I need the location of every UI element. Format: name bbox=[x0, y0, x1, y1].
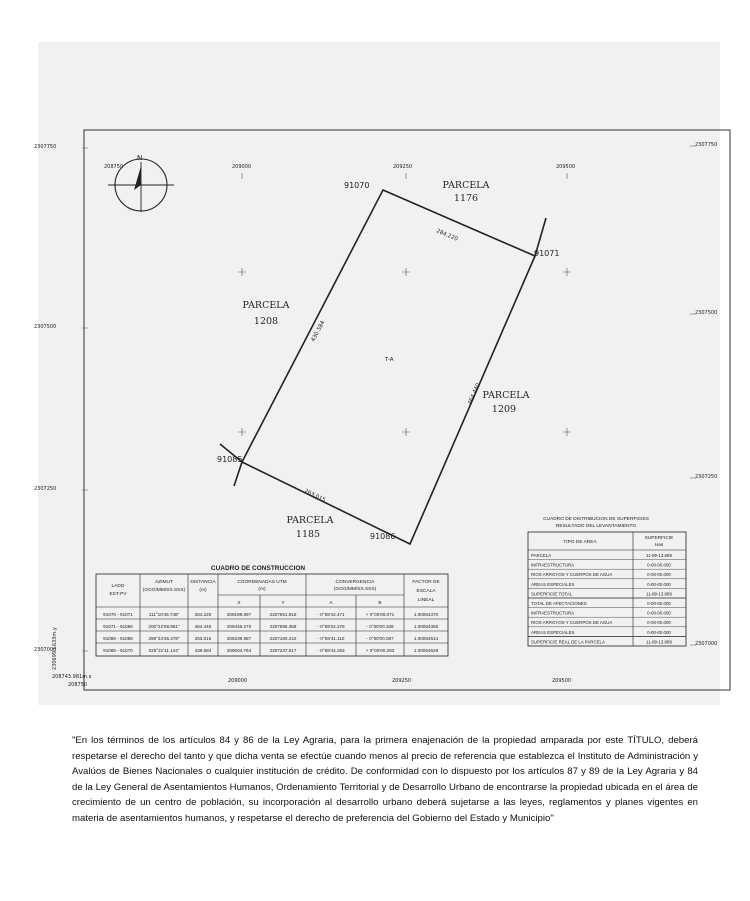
construction-cell: - 0°59'41.110 bbox=[317, 636, 345, 641]
axis-left-label: 2307250 bbox=[34, 486, 57, 492]
axis-bottom-label: 209000 bbox=[228, 678, 248, 684]
construction-cell: + 0°00'00.071 bbox=[365, 612, 395, 617]
center-label: T-A bbox=[385, 357, 394, 363]
construction-cell: 1.00064528 bbox=[413, 648, 439, 653]
construction-cell: 263.015 bbox=[194, 636, 212, 641]
construction-cell: 2307691.818 bbox=[269, 612, 297, 617]
legal-notice: "En los términos de los artículos 84 y 86 de la Ley Agraria, para la primera enajenación de la propiedad amparada por este TÍTULO, deberá respetarse el derecho del tanto y que dicha venta se efectúe cuando menos al precio de referencia que establezca el Instituto de Administración y Avalúos de Bienes Nacionales o cualquier institución de crédito. De conformidad con lo dispuesto por los artículos 87 y 89 de la Ley Agraria y 84 de la Ley General de Asentamientos Humanos, Ordenamiento Territorial y de Desarrollo Urbano de encontrarse la propiedad ubicada en el área de crecimiento de un centro de población, su incorporación al desarrollo urbano deberá sujetarse a las leyes, reglamentos y planes vigentes en materia de asentamientos humanos, y respetarse el derecho de preferencia del Gobierno del Estado y Municipio" bbox=[72, 735, 698, 824]
construction-cell: 2307180.242 bbox=[269, 636, 297, 641]
distribution-type: RIOS ARROYOS Y CUERPOS DE AGUA bbox=[531, 620, 613, 626]
construction-cell: 1.00064514 bbox=[413, 636, 439, 641]
axis-left-label: 2307500 bbox=[34, 324, 57, 330]
axis-right-label: 2307500 bbox=[695, 310, 718, 316]
construction-rows bbox=[103, 612, 438, 653]
construction-cell: 111°10'45.748" bbox=[148, 612, 180, 617]
parcel-boundary bbox=[220, 190, 546, 544]
distribution-value: 11-89-13.889 bbox=[646, 591, 672, 597]
axis-bottom-label: 209250 bbox=[392, 678, 412, 684]
distribution-type: TOTAL DE AFECTACIONES bbox=[531, 601, 587, 606]
vertex-label: 91071 bbox=[534, 249, 560, 258]
axis-left-label: 2307750 bbox=[34, 144, 57, 150]
axis-top-label: 209000 bbox=[232, 164, 252, 170]
distribution-value: 0-00-00.000 bbox=[647, 562, 671, 568]
axis-top-label: 209250 bbox=[393, 164, 413, 170]
header-a: A bbox=[329, 601, 333, 606]
construction-cell: 91070 - 91071 bbox=[103, 612, 133, 617]
vertex-label: 91085 bbox=[217, 455, 243, 464]
survey-sheet bbox=[34, 42, 720, 705]
distribution-value: 0-00-00.000 bbox=[647, 572, 671, 578]
edge-length: 464.440 bbox=[467, 382, 482, 406]
header-coords: COORDENADAS UTM bbox=[237, 580, 287, 585]
construction-cell: 91085 - 91070 bbox=[103, 648, 133, 653]
header-convergencia-sub: (GGG/MM/SS.SSS) bbox=[333, 587, 377, 592]
construction-cell: - 0°00'00.087 bbox=[366, 636, 394, 641]
distribution-col-sup: SUPERFICIE bbox=[644, 536, 674, 541]
distribution-value: 11-89-13.889 bbox=[646, 639, 672, 645]
header-distancia: DISTANCIA bbox=[190, 580, 216, 585]
distribution-type: PARCELA bbox=[531, 553, 552, 558]
edge-length: 263.015 bbox=[303, 488, 327, 504]
construction-cell: 91086 - 91085 bbox=[103, 636, 133, 641]
header-factor-sub2: LINEAL bbox=[417, 598, 435, 603]
construction-cell: 2307237.517 bbox=[269, 648, 297, 653]
construction-cell: 200°22'08.951" bbox=[148, 624, 180, 629]
distribution-table bbox=[528, 516, 686, 646]
distribution-value: 0-00-00.000 bbox=[647, 620, 671, 626]
header-azimut: AZIMUT bbox=[155, 580, 173, 585]
construction-cell: - 0°00'00.329 bbox=[366, 624, 394, 629]
header-b: B bbox=[378, 601, 382, 606]
vertex-label: 91070 bbox=[344, 181, 370, 190]
construction-cell: 209239.987 bbox=[226, 636, 252, 641]
distribution-title: CUADRO DE DISTRIBUCION DE SUPERFICIES bbox=[543, 517, 649, 522]
parcel-label: PARCELA bbox=[286, 515, 334, 526]
header-azimut-sub: (GGG/MM/SS.SSS) bbox=[142, 588, 186, 593]
header-factor-sub1: ESCALA bbox=[416, 589, 436, 594]
distribution-col-tipo: TIPO DE AREA bbox=[563, 540, 597, 545]
parcel-polygon bbox=[242, 190, 535, 544]
axis-top-label: 208750 bbox=[104, 164, 124, 170]
distribution-value: 0-00-00.000 bbox=[647, 629, 671, 635]
construction-table-title: CUADRO DE CONSTRUCCION bbox=[210, 565, 306, 572]
construction-cell: + 0°00'00.293 bbox=[365, 648, 395, 653]
parcel-number: 1208 bbox=[253, 316, 279, 327]
construction-cell: 209446.270 bbox=[226, 624, 252, 629]
distribution-type: INFRAESTRUCTURA bbox=[531, 610, 575, 616]
distribution-type: SUPERFICIE TOTAL bbox=[531, 591, 573, 597]
distribution-value: 0-00-00.000 bbox=[647, 601, 671, 606]
header-x: X bbox=[237, 601, 241, 606]
parcel-plan bbox=[34, 42, 720, 705]
corner-coordinate-note: 208743.981m.x bbox=[52, 674, 92, 680]
distribution-subtitle: RESULTADO DEL LEVANTAMIENTO bbox=[555, 524, 637, 529]
header-y: Y bbox=[281, 601, 285, 606]
construction-cell: 026°21'11.144" bbox=[148, 648, 180, 653]
construction-cell: 1.00064355 bbox=[413, 624, 439, 629]
header-factor: FACTOR DE bbox=[412, 580, 440, 585]
distribution-type: SUPERFICIE REAL DE LA PARCELA bbox=[531, 639, 605, 645]
parcel-number: 1185 bbox=[295, 529, 321, 540]
parcel-number: 1209 bbox=[491, 404, 517, 415]
construction-cell: - 0°59'44.263 bbox=[317, 648, 345, 653]
construction-cell: 2307596.358 bbox=[269, 624, 297, 629]
construction-cell: - 0°59'34.279 bbox=[317, 624, 345, 629]
construction-cell: 209004.764 bbox=[226, 648, 252, 653]
construction-cell: 439.584 bbox=[194, 648, 212, 653]
axis-left-label: 2307000 bbox=[34, 647, 57, 653]
axis-bottom-label: 208750 bbox=[68, 682, 88, 688]
distribution-value: 0-00-00.000 bbox=[647, 610, 671, 616]
axis-right-label: 2307250 bbox=[695, 474, 718, 480]
construction-cell: 298°34'35.378" bbox=[148, 636, 180, 641]
construction-cell: 1.00064370 bbox=[413, 612, 439, 617]
vertex-label: 91086 bbox=[370, 532, 396, 541]
distribution-rows bbox=[528, 553, 686, 644]
distribution-type: RIOS ARROYOS Y CUERPOS DE AGUA bbox=[531, 572, 613, 578]
edge-length: 284.220 bbox=[435, 228, 459, 243]
construction-cell: - 0°59'42.471 bbox=[317, 612, 345, 617]
distribution-type: INFRAESTRUCTURA bbox=[531, 562, 575, 568]
axis-top-label: 209500 bbox=[556, 164, 576, 170]
distribution-col-unit: Has bbox=[654, 543, 664, 548]
distribution-value: 11-89-13.889 bbox=[646, 553, 672, 558]
distribution-type: AREAS ESPECIALES bbox=[531, 629, 575, 635]
distribution-type: AREAS ESPECIALES bbox=[531, 581, 575, 587]
north-arrow bbox=[108, 154, 174, 212]
parcel-label: PARCELA bbox=[442, 180, 490, 191]
header-lado-sub: EST-PV bbox=[109, 592, 127, 597]
construction-cell: 284.220 bbox=[194, 612, 212, 617]
parcel-label: PARCELA bbox=[242, 300, 290, 311]
north-label: N bbox=[137, 154, 143, 162]
construction-table bbox=[96, 565, 448, 656]
distribution-value: 0-00-00.000 bbox=[647, 581, 671, 587]
axis-bottom-label: 209500 bbox=[552, 678, 572, 684]
header-convergencia: CONVERGENCIA bbox=[335, 580, 375, 585]
construction-cell: 464.440 bbox=[194, 624, 212, 629]
header-distancia-sub: (m) bbox=[199, 588, 207, 593]
axis-right-label: 2307000 bbox=[695, 641, 718, 647]
boundary-extension-southwest bbox=[234, 462, 242, 486]
edge-length: 430.584 bbox=[310, 320, 327, 343]
parcel-label: PARCELA bbox=[482, 390, 530, 401]
header-coords-sub: (m) bbox=[258, 587, 266, 592]
axis-right-label: 2307750 bbox=[695, 142, 718, 148]
compass-arrow-icon bbox=[134, 166, 141, 190]
construction-cell: 209199.897 bbox=[226, 612, 252, 617]
parcel-number: 1176 bbox=[453, 193, 479, 204]
header-lado: LADO bbox=[111, 584, 125, 589]
construction-cell: 91071 - 91086 bbox=[103, 624, 133, 629]
side-coordinate-note: 2306993.633m.y bbox=[52, 627, 58, 670]
